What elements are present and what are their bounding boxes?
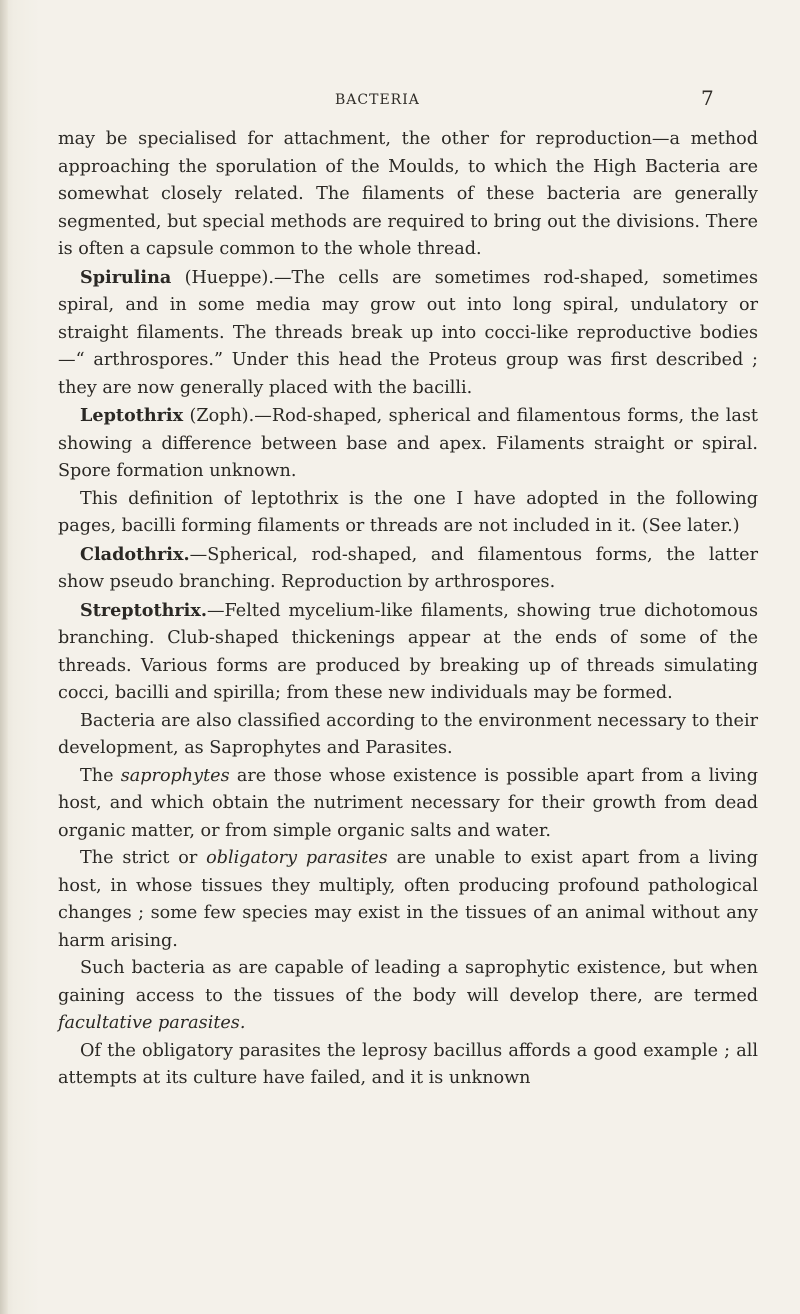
paragraph-streptothrix: Streptothrix.—Felted mycelium-like filaments, showing true dichotomous branching. Club-shaped thickenings appear at the ends of some of the threads. Various forms are produced by breaking up of threads simulating cocci, bacilli and spirilla; from these new individuals may be formed. xyxy=(58,599,758,703)
paragraph-leptothrix: Leptothrix (Zoph).—Rod-shaped, spherical and filamentous forms, the last showing a difference between base and apex. Filaments straight or spiral. Spore formation unknown. xyxy=(58,405,758,481)
paragraph-leprosy: Of the obligatory parasites the leprosy bacillus affords a good example ; all attempts at its culture have failed, and it is unknown xyxy=(58,1040,758,1088)
paragraph-leptothrix-note: This definition of leptothrix is the one I have adopted in the following pages, bacilli forming filaments or threads are not included in it. (See later.) xyxy=(58,488,758,536)
term-cladothrix: Cladothrix. xyxy=(80,543,190,565)
paragraph-facultative-parasites: Such bacteria as are capable of leading a saprophytic existence, but when gaining access to the tissues of the body will develop there, are termed facultative parasites. xyxy=(58,958,758,1033)
body-text xyxy=(58,126,758,1093)
paragraph-obligatory-parasites: The strict or obligatory parasites are unable to exist apart from a living host, in whose tissues they multiply, often producing profound pathological changes ; some few species may exist in the tissues of an animal without any harm arising. xyxy=(58,848,758,951)
paragraph-saprophytes: The saprophytes are those whose existence is possible apart from a living host, and which obtain the nutriment necessary for their growth from dead organic matter, or from simple organic salts and water. xyxy=(58,765,758,841)
term-spirulina: Spirulina xyxy=(80,266,172,288)
running-title: BACTERIA xyxy=(335,92,420,108)
paragraph-cladothrix: Cladothrix.—Spherical, rod-shaped, and filamentous forms, the latter show pseudo branching. Reproduction by arthrospores. xyxy=(58,543,758,592)
term-facultative-parasites: facultative parasites. xyxy=(58,1013,246,1033)
paragraph-1: may be specialised for attachment, the other for reproduction—a method approaching the sporulation of the Moulds, to which the High Bacteria are somewhat closely related. The filaments of these bacteria are generally segmented, but special methods are required to bring out the divisions. There is often a capsule common to the whole thread. xyxy=(58,129,758,259)
term-obligatory-parasites: obligatory parasites xyxy=(206,848,388,868)
page-number: 7 xyxy=(701,86,714,110)
term-saprophytes: saprophytes xyxy=(120,765,230,786)
paragraph-spirulina: Spirulina (Hueppe).—The cells are sometimes rod-shaped, sometimes spiral, and in some media may grow out into long spiral, undulatory or straight filaments. The threads break up into cocci-like reproductive bodies—“ arthrospores.” Under this head the Proteus group was first described ; they are now generally placed with the bacilli. xyxy=(58,266,758,398)
term-leptothrix: Leptothrix xyxy=(80,405,184,426)
page-header xyxy=(0,86,800,116)
term-streptothrix: Streptothrix. xyxy=(80,599,207,621)
paragraph-classification: Bacteria are also classified according to the environment necessary to their development, as Saprophytes and Parasites. xyxy=(58,710,758,758)
page-spine-shadow xyxy=(0,0,8,1314)
